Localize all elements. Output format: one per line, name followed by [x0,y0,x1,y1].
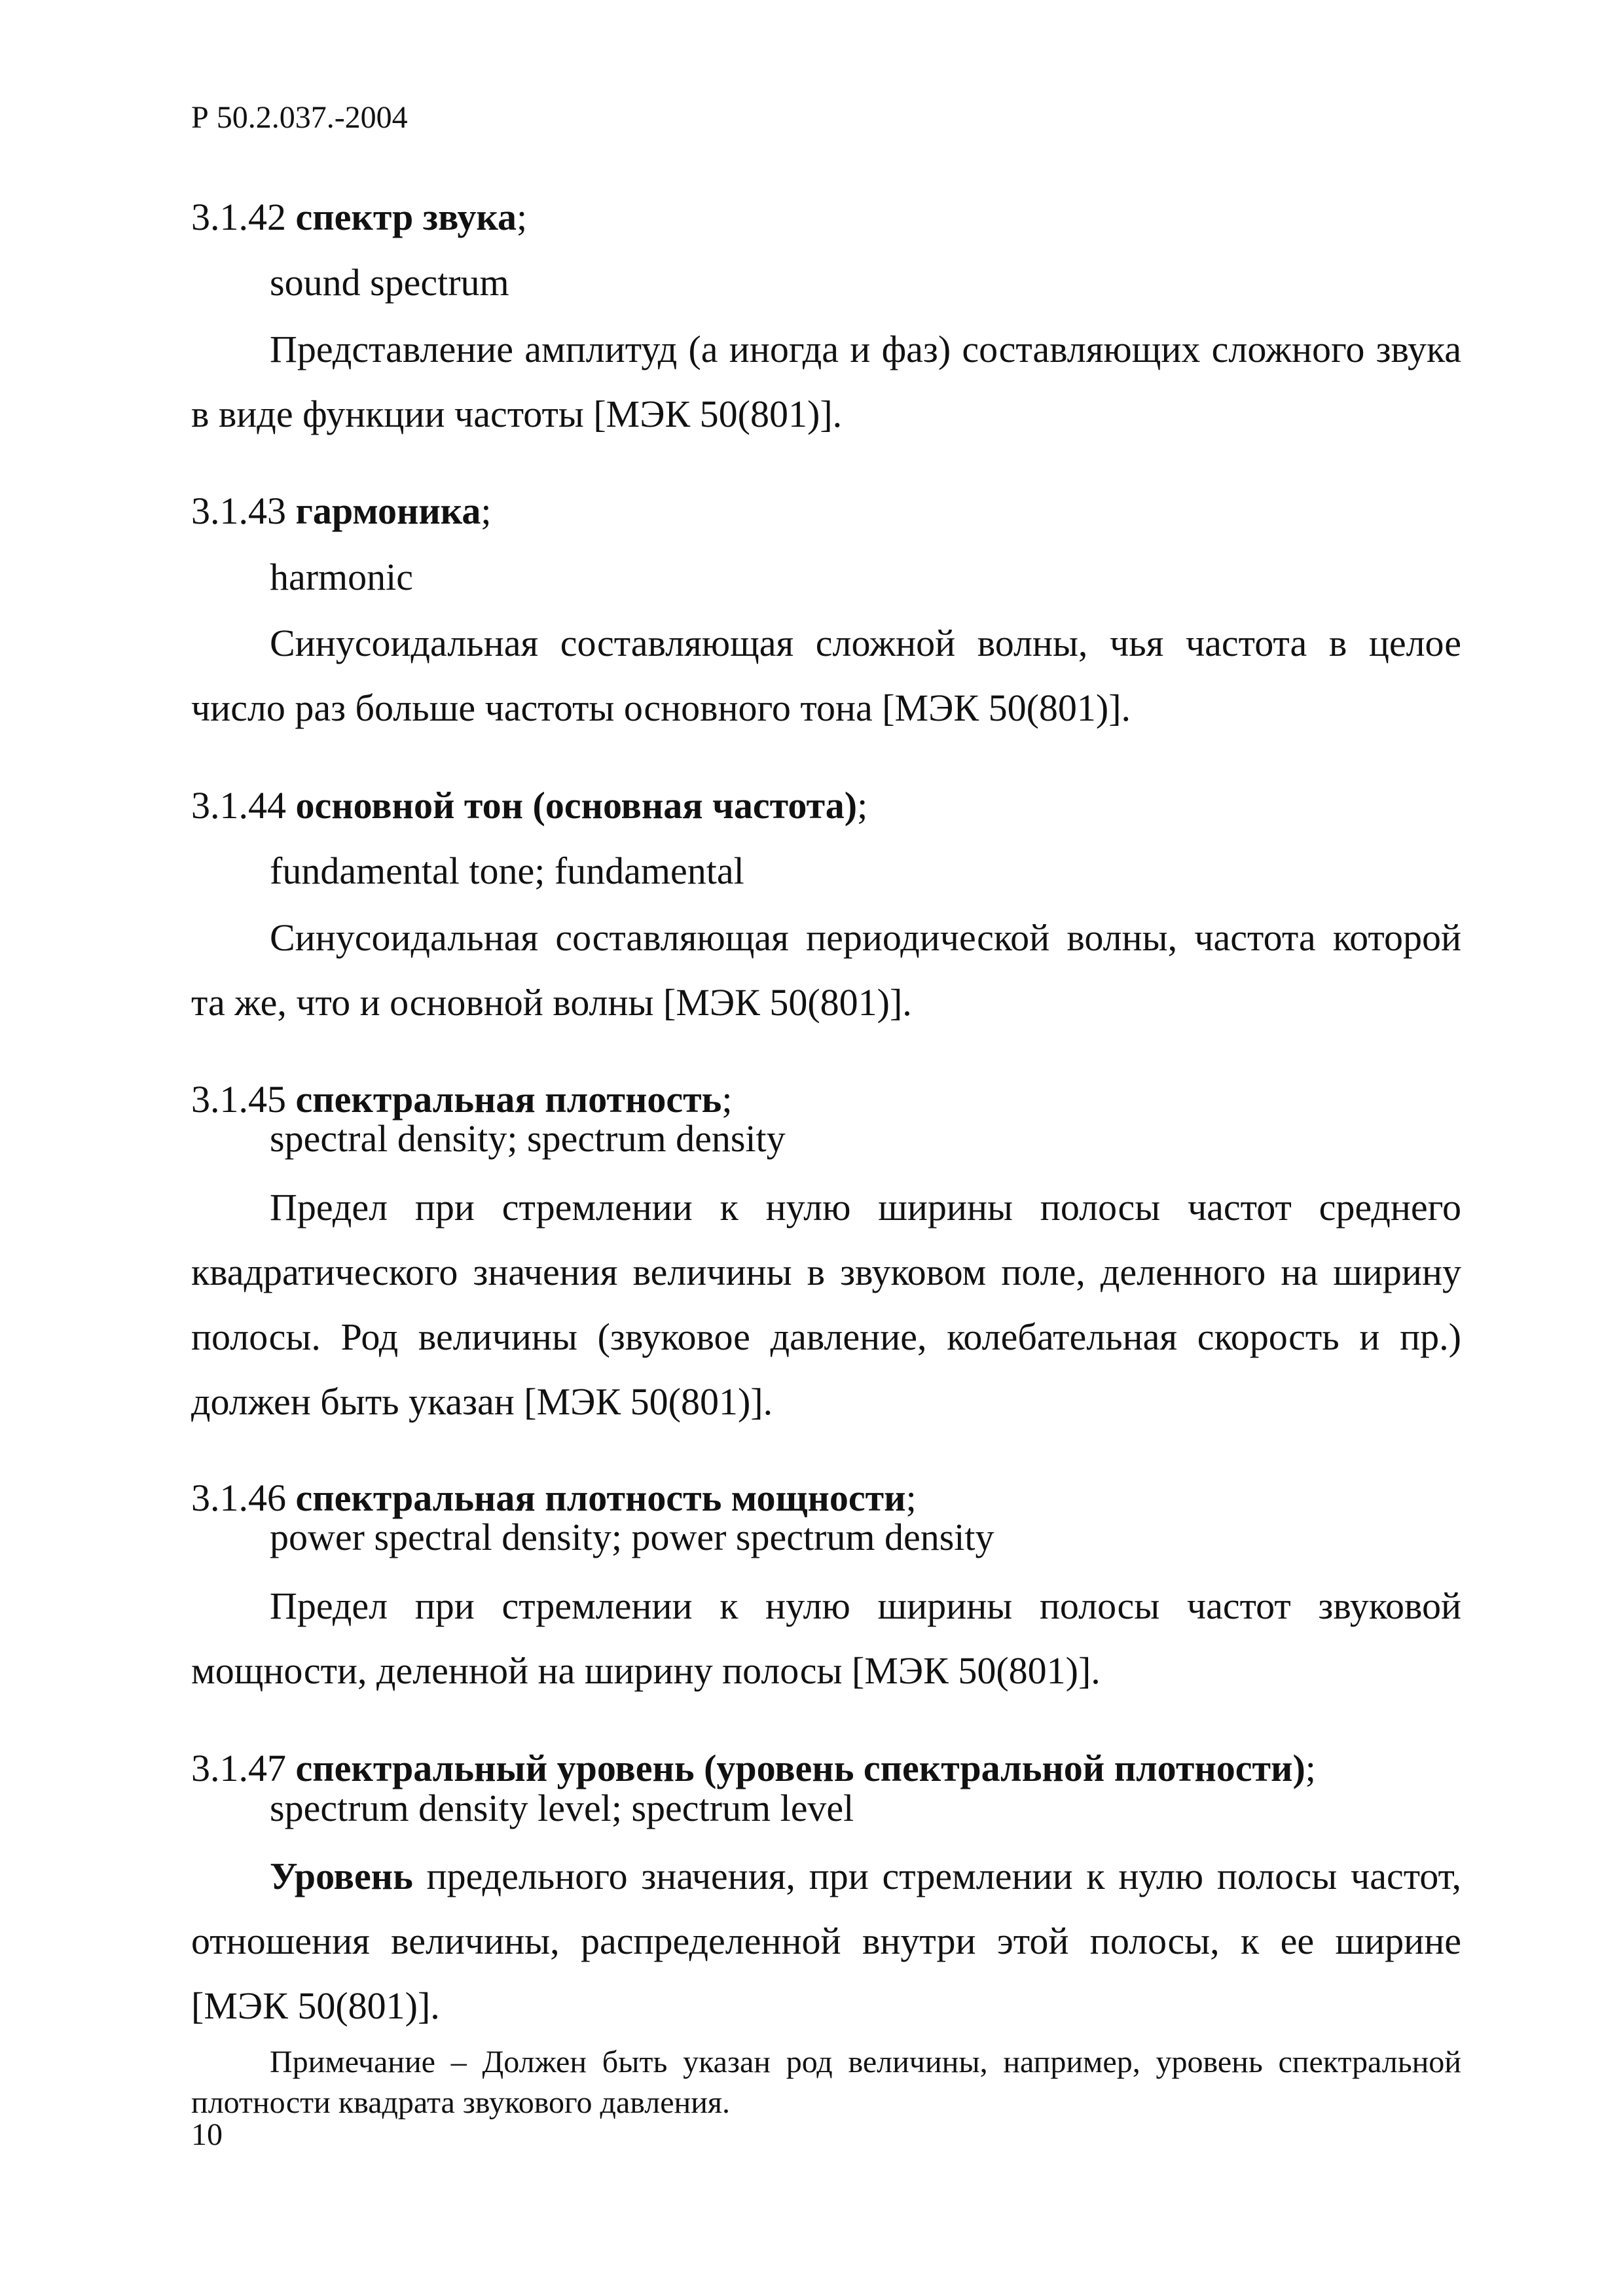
term-definition: Синусоидальная составляющая сложной волны, чья частота в целое число раз больше частоты основного тона [МЭК 50(801)]. [191,622,1461,729]
term-definition: Представление амплитуд (а иногда и фаз) составляющих сложного звука в виде функции частоты [МЭК 50(801)]. [191,328,1461,435]
term-name: спектральная плотность [295,1078,722,1121]
term-separator: ; [857,784,868,827]
term-heading [191,782,1461,829]
term-english: spectral density; spectrum density [270,1117,786,1160]
term-number: 3.1.45 [191,1078,286,1121]
term-english: harmonic [270,556,414,598]
term-definition: Синусоидальная составляющая периодической волны, частота которой та же, что и основной волны [МЭК 50(801)]. [191,916,1461,1024]
term-number: 3.1.42 [191,196,286,238]
document-code: Р 50.2.037.-2004 [191,100,408,135]
term-number: 3.1.44 [191,784,286,827]
term-separator: ; [481,490,492,532]
term-number: 3.1.47 [191,1747,286,1789]
page-number: 10 [191,2117,223,2152]
definition-text: предельного значения, при стремлении к нулю полосы частот, отношения величины, распределенной внутри этой полосы, к ее ширине [МЭК 50(801)]. [191,1855,1461,2027]
term-name: спектр звука [295,196,517,238]
term-english: spectrum density level; spectrum level [270,1787,854,1829]
note: Примечание – Должен быть указан род величины, например, уровень спектральной плотности квадрата звукового давления. [191,2045,1461,2120]
term-definition: Предел при стремлении к нулю ширины полосы частот среднего квадратического значения величины в звуковом поле, деленного на ширину полосы. Род величины (звуковое давление, колебательная скорость и пр.) должен быть указан [МЭК 50(801)]. [191,1186,1461,1423]
term-number: 3.1.43 [191,490,286,532]
term-separator: ; [516,196,528,238]
term-heading [191,194,1461,241]
term-name: спектральный уровень (уровень спектральной плотности) [295,1747,1305,1789]
term-separator: ; [721,1078,733,1121]
term-heading [191,488,1461,535]
term-separator: ; [905,1477,917,1519]
term-definition [191,1844,1461,2038]
term-separator: ; [1305,1747,1316,1789]
term-name: основной тон (основная частота) [295,784,858,827]
term-english: power spectral density; power spectrum density [270,1516,994,1558]
term-number: 3.1.46 [191,1477,286,1519]
term-english: fundamental tone; fundamental [270,850,744,892]
term-english: sound spectrum [270,261,509,304]
definition-lead-word: Уровень [270,1855,413,1897]
term-definition: Предел при стремлении к нулю ширины полосы частот звуковой мощности, деленной на ширину полосы [МЭК 50(801)]. [191,1585,1461,1692]
term-name: спектральная плотность мощности [295,1477,906,1519]
term-name: гармоника [295,490,481,532]
